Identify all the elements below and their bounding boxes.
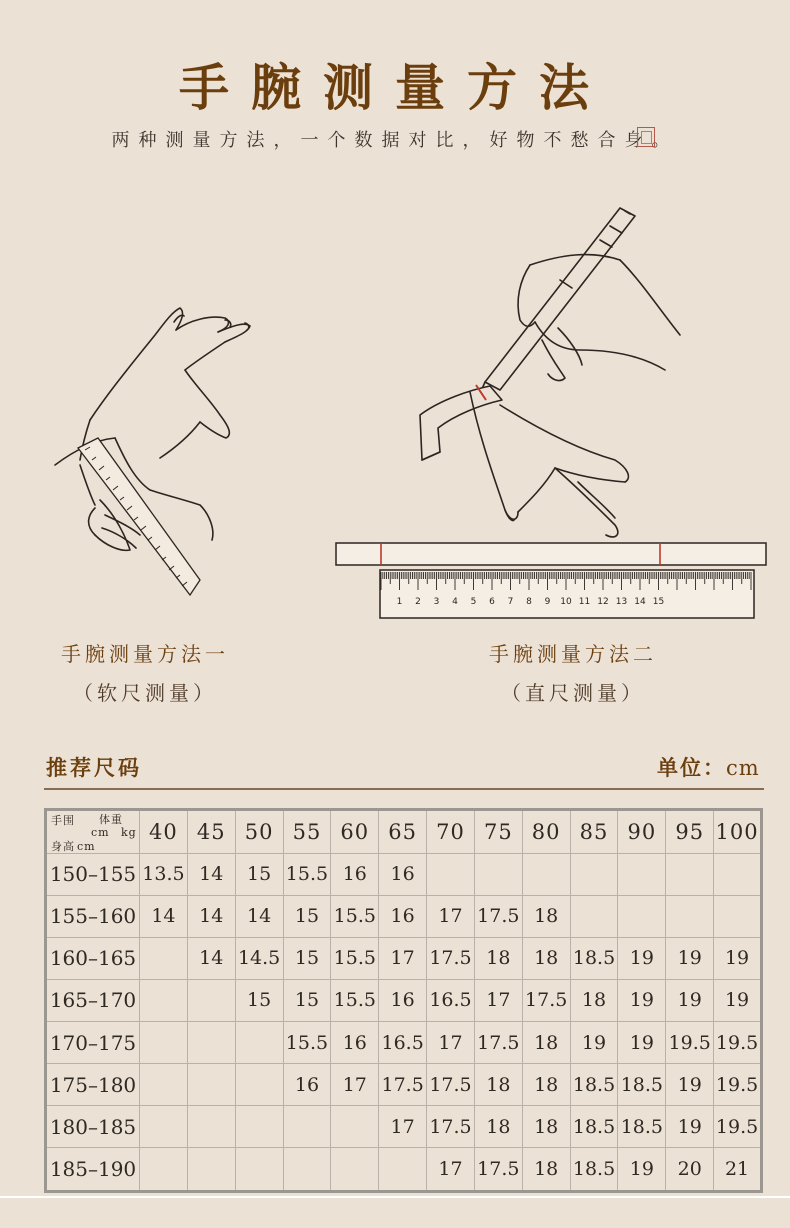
table-row (46, 1064, 762, 1106)
wrist-size-cell (140, 1064, 188, 1106)
corner-weight-unit: kg (121, 826, 137, 839)
weight-header-cell: 60 (331, 810, 379, 854)
wrist-size-cell: 18 (474, 1064, 522, 1106)
table-row (46, 1148, 762, 1192)
wrist-size-cell (187, 979, 235, 1021)
corner-weight: 体重 (99, 813, 123, 826)
wrist-size-cell (140, 1022, 188, 1064)
corner-height-unit: cm (77, 840, 96, 853)
weight-header-cell: 95 (666, 810, 714, 854)
corner-wrist: 手围 (51, 814, 75, 827)
ruler-number: 9 (544, 597, 551, 607)
ruler-measure-illustration (330, 200, 775, 625)
method-one-name: 手腕测量方法一 (61, 642, 229, 666)
table-corner-cell (46, 810, 140, 854)
wrist-size-cell (283, 1148, 331, 1192)
wrist-size-cell: 17 (427, 1148, 475, 1192)
wrist-size-cell: 14 (140, 895, 188, 937)
wrist-size-cell (140, 1148, 188, 1192)
height-range-cell: 170–175 (46, 1022, 140, 1064)
height-range-cell: 185–190 (46, 1148, 140, 1192)
wrist-size-cell (235, 1106, 283, 1148)
wrist-size-cell: 19 (618, 1148, 666, 1192)
wrist-size-cell: 15 (235, 853, 283, 895)
ruler-number: 5 (470, 597, 477, 607)
wrist-size-cell: 18 (522, 1022, 570, 1064)
ruler-number: 1 (396, 597, 403, 607)
wrist-size-cell (331, 1106, 379, 1148)
wrist-size-cell (140, 979, 188, 1021)
wrist-size-cell: 17.5 (427, 1106, 475, 1148)
size-section-label: 推荐尺码 (46, 755, 142, 780)
wrist-size-cell: 17.5 (474, 1148, 522, 1192)
wrist-size-cell: 19 (618, 1022, 666, 1064)
size-table (44, 808, 763, 1193)
unit-value: cm (726, 756, 760, 780)
ruler-number: 13 (615, 597, 628, 607)
wrist-size-cell: 16 (379, 853, 427, 895)
wrist-size-cell (140, 937, 188, 979)
table-row (46, 1106, 762, 1148)
unit-prefix: 单位： (657, 755, 726, 780)
table-row (46, 853, 762, 895)
wrist-size-cell: 19 (570, 1022, 618, 1064)
wrist-size-cell (187, 1022, 235, 1064)
wrist-size-cell (666, 895, 714, 937)
wrist-size-cell (187, 1064, 235, 1106)
wrist-size-cell: 17 (379, 1106, 427, 1148)
wrist-size-cell: 17 (331, 1064, 379, 1106)
wrist-size-cell: 15.5 (331, 979, 379, 1021)
section-divider (44, 788, 764, 790)
wrist-size-cell: 17.5 (522, 979, 570, 1021)
wrist-size-cell: 17 (379, 937, 427, 979)
wrist-size-cell: 14 (187, 895, 235, 937)
wrist-size-cell: 15 (235, 979, 283, 1021)
wrist-size-cell: 21 (714, 1148, 762, 1192)
height-range-cell: 160–165 (46, 937, 140, 979)
ruler-number: 10 (560, 597, 572, 607)
table-row (46, 937, 762, 979)
wrist-size-cell: 15.5 (331, 895, 379, 937)
ruler-number: 2 (415, 597, 421, 607)
wrist-size-cell (235, 1064, 283, 1106)
wrist-size-cell (666, 853, 714, 895)
weight-header-cell: 65 (379, 810, 427, 854)
wrist-size-cell: 18 (474, 937, 522, 979)
wrist-size-cell: 17.5 (427, 937, 475, 979)
corner-wrist-unit: cm (91, 826, 110, 839)
page-title: 手腕测量方法 (179, 58, 611, 117)
wrist-size-cell: 18.5 (570, 1148, 618, 1192)
method-one-caption (40, 638, 250, 706)
wrist-size-cell (235, 1148, 283, 1192)
wrist-size-cell: 18 (570, 979, 618, 1021)
wrist-size-cell (427, 853, 475, 895)
wrist-size-cell: 17 (427, 1022, 475, 1064)
wrist-size-cell: 16.5 (379, 1022, 427, 1064)
wrist-size-cell: 18 (522, 1106, 570, 1148)
wrist-size-cell (570, 895, 618, 937)
weight-header-cell: 50 (235, 810, 283, 854)
wrist-size-cell: 18.5 (618, 1064, 666, 1106)
wrist-size-cell: 18 (522, 937, 570, 979)
weight-header-cell: 70 (427, 810, 475, 854)
table-header-row (46, 810, 762, 854)
ruler-number: 7 (507, 597, 514, 607)
wrist-size-cell: 15 (283, 979, 331, 1021)
ruler-number: 11 (578, 597, 591, 607)
wrist-size-cell: 15 (283, 895, 331, 937)
ruler-number: 6 (489, 597, 495, 607)
table-row (46, 1022, 762, 1064)
wrist-size-cell (714, 853, 762, 895)
wrist-size-cell (714, 895, 762, 937)
size-table-body (46, 810, 762, 1192)
wrist-size-cell: 14 (187, 853, 235, 895)
wrist-size-cell: 18.5 (570, 1106, 618, 1148)
wrist-size-cell (187, 1106, 235, 1148)
wrist-size-cell: 18 (474, 1106, 522, 1148)
corner-height: 身高 (51, 840, 75, 853)
method-two-caption (468, 638, 678, 706)
wrist-size-cell (187, 1148, 235, 1192)
wrist-size-cell: 19.5 (714, 1022, 762, 1064)
wrist-size-cell: 18 (522, 895, 570, 937)
soft-tape-measure-illustration (40, 290, 280, 610)
weight-header-cell: 75 (474, 810, 522, 854)
wrist-size-cell: 19 (618, 937, 666, 979)
weight-header-cell: 85 (570, 810, 618, 854)
table-row (46, 979, 762, 1021)
page-subtitle: 两种测量方法，一个数据对比，好物不愁合身。 (111, 130, 679, 151)
ruler-number: 8 (526, 597, 532, 607)
wrist-size-cell (570, 853, 618, 895)
ruler-number: 14 (634, 597, 646, 607)
wrist-size-cell: 16 (379, 979, 427, 1021)
wrist-size-cell: 19 (714, 937, 762, 979)
weight-header-cell: 100 (714, 810, 762, 854)
ruler-number: 4 (452, 597, 458, 607)
wrist-size-cell: 19.5 (714, 1106, 762, 1148)
wrist-size-cell: 20 (666, 1148, 714, 1192)
wrist-size-cell: 14 (235, 895, 283, 937)
wrist-size-cell: 15.5 (331, 937, 379, 979)
ruler-number: 3 (433, 597, 440, 607)
wrist-size-cell: 19 (666, 979, 714, 1021)
ruler-number: 15 (652, 597, 665, 607)
wrist-size-cell: 14 (187, 937, 235, 979)
wrist-size-cell: 16 (331, 1022, 379, 1064)
wrist-size-cell: 19.5 (666, 1022, 714, 1064)
weight-header-cell: 55 (283, 810, 331, 854)
wrist-size-cell: 15.5 (283, 853, 331, 895)
height-range-cell: 150–155 (46, 853, 140, 895)
wrist-size-cell: 18 (522, 1148, 570, 1192)
wrist-size-cell (379, 1148, 427, 1192)
wrist-size-cell: 16 (331, 853, 379, 895)
wrist-size-cell (235, 1022, 283, 1064)
height-range-cell: 155–160 (46, 895, 140, 937)
unit-label (657, 752, 760, 782)
wrist-size-cell (474, 853, 522, 895)
wrist-size-cell: 17.5 (474, 1022, 522, 1064)
wrist-size-cell: 19 (714, 979, 762, 1021)
wrist-size-cell: 18.5 (618, 1106, 666, 1148)
wrist-size-cell: 19 (666, 1064, 714, 1106)
wrist-size-cell (140, 1106, 188, 1148)
wrist-size-cell (522, 853, 570, 895)
wrist-size-cell: 15 (283, 937, 331, 979)
method-one-detail: （软尺测量） (73, 681, 217, 705)
bottom-divider (0, 1196, 790, 1198)
wrist-size-cell: 18 (522, 1064, 570, 1106)
wrist-size-cell: 17 (474, 979, 522, 1021)
wrist-size-cell: 19 (618, 979, 666, 1021)
wrist-size-cell: 16.5 (427, 979, 475, 1021)
table-row (46, 895, 762, 937)
height-range-cell: 165–170 (46, 979, 140, 1021)
wrist-size-cell: 16 (283, 1064, 331, 1106)
weight-header-cell: 80 (522, 810, 570, 854)
height-range-cell: 175–180 (46, 1064, 140, 1106)
weight-header-cell: 40 (140, 810, 188, 854)
wrist-size-cell: 18.5 (570, 937, 618, 979)
wrist-size-cell: 14.5 (235, 937, 283, 979)
wrist-size-cell (331, 1148, 379, 1192)
weight-header-cell: 45 (187, 810, 235, 854)
method-two-name: 手腕测量方法二 (489, 642, 657, 666)
wrist-size-cell: 19.5 (714, 1064, 762, 1106)
wrist-size-cell: 17.5 (379, 1064, 427, 1106)
wrist-size-cell: 15.5 (283, 1022, 331, 1064)
wrist-size-cell (618, 853, 666, 895)
weight-header-cell: 90 (618, 810, 666, 854)
height-range-cell: 180–185 (46, 1106, 140, 1148)
ruler-number: 12 (597, 597, 609, 607)
wrist-size-cell: 16 (379, 895, 427, 937)
wrist-size-cell: 17.5 (427, 1064, 475, 1106)
wrist-size-cell: 18.5 (570, 1064, 618, 1106)
wrist-size-cell (618, 895, 666, 937)
method-two-detail: （直尺测量） (501, 681, 645, 705)
wrist-size-cell: 17 (427, 895, 475, 937)
seal-stamp-icon (637, 127, 655, 147)
wrist-size-cell: 19 (666, 937, 714, 979)
wrist-size-cell (283, 1106, 331, 1148)
wrist-size-cell: 17.5 (474, 895, 522, 937)
wrist-size-cell: 13.5 (140, 853, 188, 895)
wrist-size-cell: 19 (666, 1106, 714, 1148)
